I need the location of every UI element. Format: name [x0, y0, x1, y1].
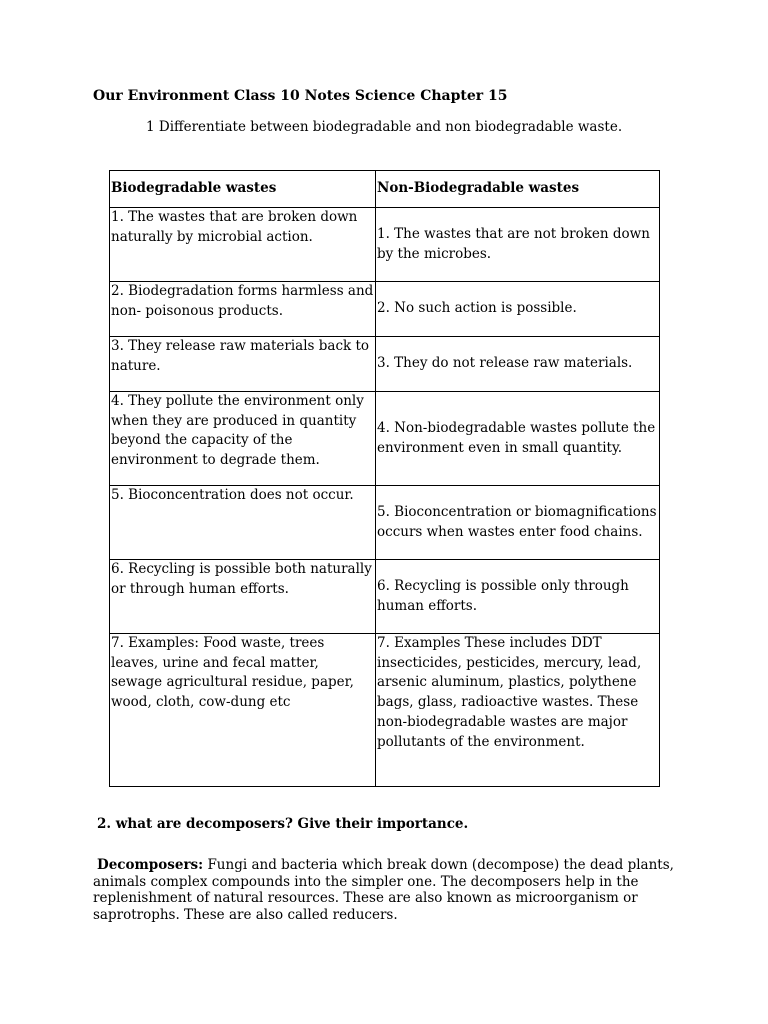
header-biodegradable: Biodegradable wastes: [110, 171, 376, 208]
answer-2: [93, 857, 693, 923]
table-cell-biodegradable: 3. They release raw materials back to nature.: [110, 337, 376, 392]
table-cell-non-biodegradable: 1. The wastes that are not broken down by the microbes.: [376, 208, 660, 282]
table-cell-biodegradable: 5. Bioconcentration does not occur.: [110, 486, 376, 560]
table-cell-non-biodegradable: 6. Recycling is possible only through human efforts.: [376, 560, 660, 634]
table-cell-non-biodegradable: 4. Non-biodegradable wastes pollute the environment even in small quantity.: [376, 392, 660, 486]
table-cell-biodegradable: 4. They pollute the environment only when they are produced in quantity beyond the capacity of the environment to degrade them.: [110, 392, 376, 486]
table-cell-biodegradable: 2. Biodegradation forms harmless and non- poisonous products.: [110, 282, 376, 337]
table-cell-biodegradable: 1. The wastes that are broken down naturally by microbial action.: [110, 208, 376, 282]
table-cell-biodegradable: 6. Recycling is possible both naturally or through human efforts.: [110, 560, 376, 634]
page-title: Our Environment Class 10 Notes Science Chapter 15: [93, 88, 508, 104]
table-header-row: [110, 171, 660, 208]
table-row: [110, 560, 660, 634]
table-row: [110, 486, 660, 560]
table-row: [110, 392, 660, 486]
table-cell-non-biodegradable: 3. They do not release raw materials.: [376, 337, 660, 392]
table-cell-non-biodegradable: 7. Examples These includes DDT insecticides, pesticides, mercury, lead, arsenic aluminum, plastics, polythene bags, glass, radioactive wastes. These non-biodegradable wastes are major pollutants of the environment.: [376, 634, 660, 787]
header-non-biodegradable: Non-Biodegradable wastes: [376, 171, 660, 208]
question-1: 1 Differentiate between biodegradable and non biodegradable waste.: [146, 119, 623, 135]
answer-term: Decomposers:: [97, 857, 204, 873]
table-cell-non-biodegradable: 2. No such action is possible.: [376, 282, 660, 337]
comparison-table: [109, 170, 660, 787]
table-row: [110, 634, 660, 787]
table-row: [110, 282, 660, 337]
table-row: [110, 208, 660, 282]
answer-text: Fungi and bacteria which break down (decompose) the dead plants, animals complex compounds into the simpler one. The decomposers help in the replenishment of natural resources. These are also known as microorganism or saprotrophs. These are also called reducers.: [93, 857, 674, 923]
table-row: [110, 337, 660, 392]
table-cell-biodegradable: 7. Examples: Food waste, trees leaves, urine and fecal matter, sewage agricultural residue, paper, wood, cloth, cow-dung etc: [110, 634, 376, 787]
question-2: 2. what are decomposers? Give their importance.: [97, 816, 469, 832]
table-cell-non-biodegradable: 5. Bioconcentration or biomagnifications occurs when wastes enter food chains.: [376, 486, 660, 560]
